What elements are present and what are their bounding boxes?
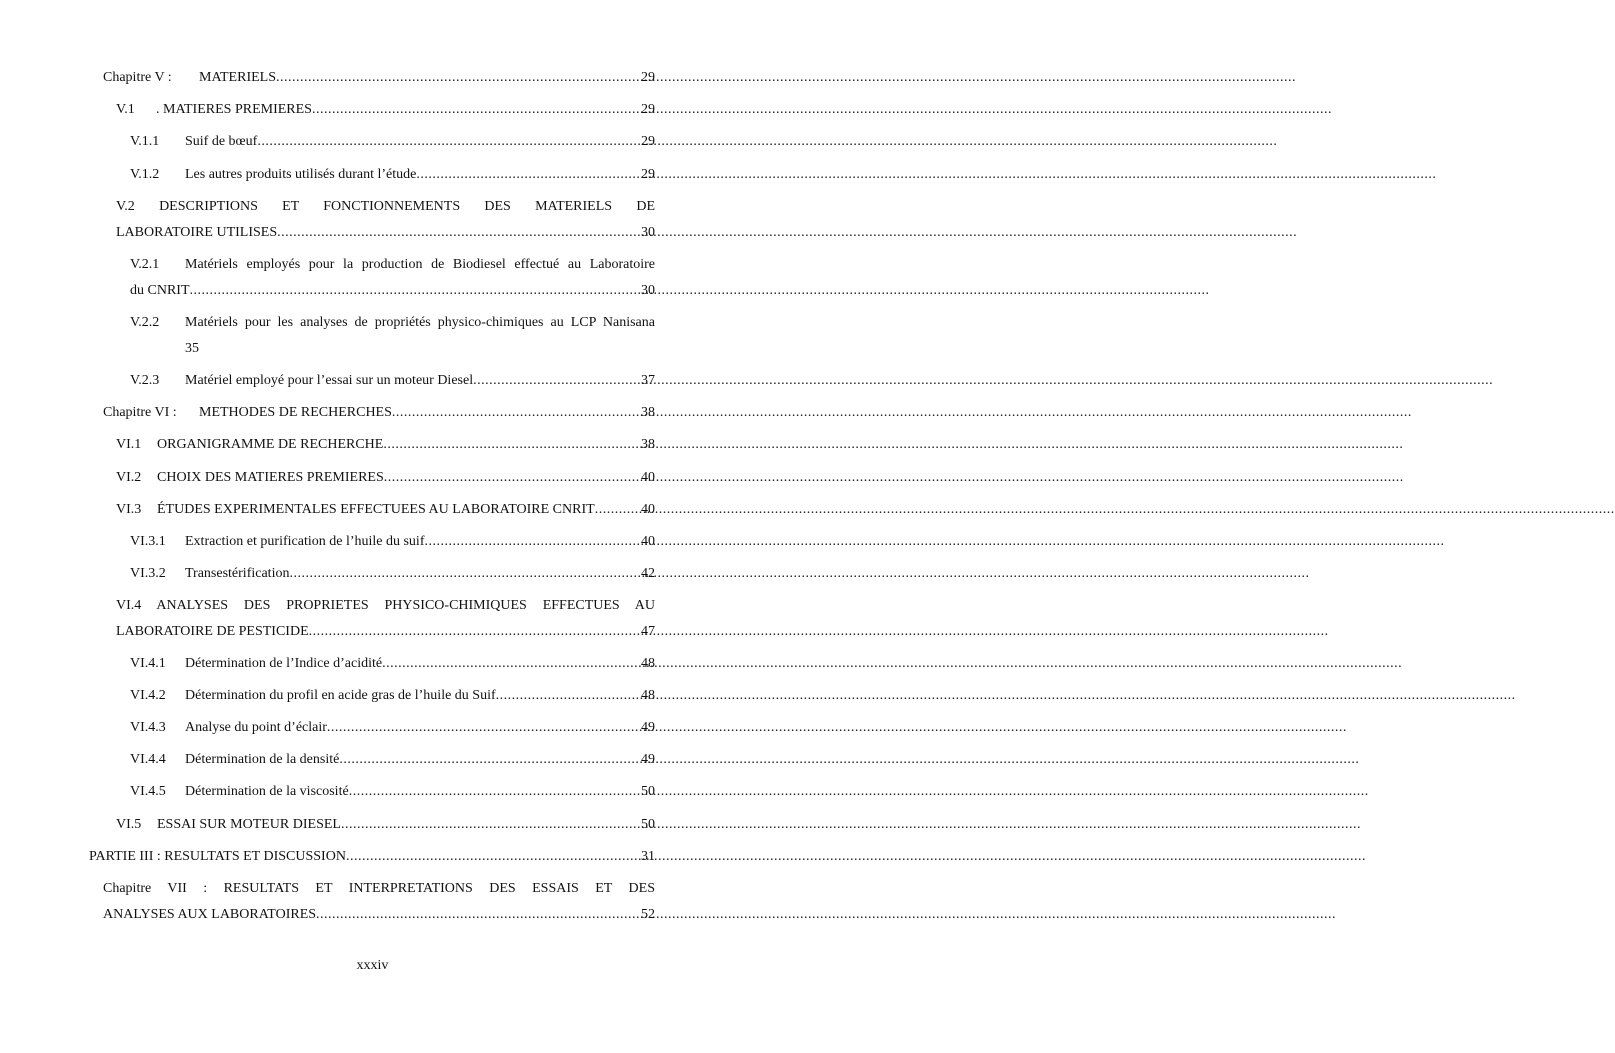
toc-leader xyxy=(384,465,640,491)
toc-page-number: 49 xyxy=(641,752,655,767)
toc-title: ESSAI SUR MOTEUR DIESEL xyxy=(157,817,341,832)
toc-number: Chapitre V : xyxy=(103,70,172,85)
toc-entry-v2-1[interactable] xyxy=(130,252,655,304)
toc-leader xyxy=(276,65,640,91)
toc-entry-partie-iii[interactable] xyxy=(89,844,655,870)
toc-page-number: 37 xyxy=(641,373,655,388)
toc-title-line: Matériels employés pour la production de Biodiesel effectué au Laboratoire xyxy=(185,257,655,272)
toc-page-number: 30 xyxy=(641,283,655,298)
toc-leader xyxy=(496,683,640,709)
toc-title-line: Chapitre VII : RESULTATS ET INTERPRETATIONS DES ESSAIS ET DES xyxy=(103,881,655,896)
toc-title: CHOIX DES MATIERES PREMIERES xyxy=(157,470,384,485)
toc-leader xyxy=(383,432,640,458)
toc-leader xyxy=(346,844,640,870)
toc-entry-chapitre-v[interactable] xyxy=(103,65,655,91)
toc-number: V.1.1 xyxy=(130,134,160,149)
toc-leader xyxy=(341,812,640,838)
toc-page-number: 29 xyxy=(641,102,655,117)
toc-title: Matériel employé pour l’essai sur un moteur Diesel xyxy=(185,373,474,388)
toc-entry-vi4-2[interactable] xyxy=(130,683,655,709)
toc-title: du CNRIT xyxy=(130,283,190,298)
toc-leader xyxy=(289,561,640,587)
toc-entry-vi3-1[interactable] xyxy=(130,529,655,555)
toc-number: VI.3.1 xyxy=(130,534,166,549)
toc-entry-vi2[interactable] xyxy=(116,465,655,491)
toc-title: ÉTUDES EXPERIMENTALES EFFECTUEES AU LABORATOIRE CNRIT xyxy=(157,502,595,517)
toc-page-number: 50 xyxy=(641,784,655,799)
toc-page xyxy=(0,0,745,1053)
toc-title: LABORATOIRE DE PESTICIDE xyxy=(116,624,309,639)
toc-number: VI.1 xyxy=(116,437,142,452)
toc-number: VI.4.4 xyxy=(130,752,166,767)
toc-title: Détermination de l’Indice d’acidité xyxy=(185,656,383,671)
toc-number: VI.3 xyxy=(116,502,142,517)
toc-leader xyxy=(277,220,640,246)
toc-entry-vi1[interactable] xyxy=(116,432,655,458)
toc-title: . MATIERES PREMIERES xyxy=(156,102,312,117)
toc-page-number: 29 xyxy=(641,167,655,182)
toc-leader xyxy=(424,529,640,555)
toc-number: Chapitre VI : xyxy=(103,405,177,420)
toc-title: PARTIE III : RESULTATS ET DISCUSSION xyxy=(89,849,346,864)
toc-number: VI.4.2 xyxy=(130,688,166,703)
toc-page-number: 35 xyxy=(185,341,199,356)
toc-entry-v2-2[interactable] xyxy=(130,310,655,362)
toc-leader xyxy=(595,497,640,523)
toc-leader xyxy=(392,400,640,426)
toc-leader xyxy=(327,715,640,741)
toc-entry-v1-2[interactable] xyxy=(130,162,655,188)
toc-entry-v2[interactable] xyxy=(116,194,655,246)
toc-page-number: 48 xyxy=(641,688,655,703)
toc-title: Détermination de la viscosité xyxy=(185,784,349,799)
toc-leader xyxy=(473,368,640,394)
toc-title: MATERIELS xyxy=(199,70,276,85)
toc-title: Détermination du profil en acide gras de l’huile du Suif xyxy=(185,688,496,703)
toc-title: Suif de bœuf xyxy=(185,134,258,149)
toc-entry-vi4-5[interactable] xyxy=(130,779,655,805)
toc-page-number: 29 xyxy=(641,70,655,85)
toc-page-number: 38 xyxy=(641,405,655,420)
toc-number: V.1.2 xyxy=(130,167,160,182)
toc-number: V.1 xyxy=(116,102,135,117)
toc-entry-vi4-4[interactable] xyxy=(130,747,655,773)
toc-leader xyxy=(257,129,640,155)
toc-page-number: 52 xyxy=(641,907,655,922)
toc-title-line: Matériels pour les analyses de propriétés physico-chimiques au LCP Nanisana xyxy=(185,315,655,330)
toc-entry-vi5[interactable] xyxy=(116,812,655,838)
toc-page-number: 29 xyxy=(641,134,655,149)
toc-number: V.2.3 xyxy=(130,373,160,388)
toc-leader xyxy=(309,619,640,645)
toc-number: VI.5 xyxy=(116,817,142,832)
toc-entry-chapitre-vii[interactable] xyxy=(103,876,655,928)
toc-number: V.2.1 xyxy=(130,257,160,272)
toc-number: VI.4.5 xyxy=(130,784,166,799)
toc-page-number: 49 xyxy=(641,720,655,735)
toc-title: ANALYSES AUX LABORATOIRES xyxy=(103,907,317,922)
toc-page-number: 31 xyxy=(641,849,655,864)
toc-title-line: VI.4 ANALYSES DES PROPRIETES PHYSICO-CHIMIQUES EFFECTUES AU xyxy=(116,598,655,613)
toc-leader xyxy=(339,747,640,773)
toc-leader xyxy=(416,162,640,188)
toc-page-number: 40 xyxy=(641,470,655,485)
toc-entry-vi4-1[interactable] xyxy=(130,651,655,677)
toc-page-number: 30 xyxy=(641,225,655,240)
toc-leader xyxy=(316,902,640,928)
toc-leader xyxy=(312,97,640,123)
toc-title: ORGANIGRAMME DE RECHERCHE xyxy=(157,437,384,452)
toc-leader xyxy=(382,651,640,677)
toc-title: Analyse du point d’éclair xyxy=(185,720,327,735)
toc-number: V.2.2 xyxy=(130,315,160,330)
toc-title: Transestérification xyxy=(185,566,290,581)
toc-page-number: 42 xyxy=(641,566,655,581)
toc-entry-vi3[interactable] xyxy=(116,497,655,523)
toc-entry-vi4[interactable] xyxy=(116,593,655,645)
toc-page-number: 47 xyxy=(641,624,655,639)
toc-title-line: V.2 DESCRIPTIONS ET FONCTIONNEMENTS DES MATERIELS DE xyxy=(116,199,655,214)
toc-page-number: 40 xyxy=(641,534,655,549)
toc-title: Extraction et purification de l’huile du suif xyxy=(185,534,425,549)
toc-number: VI.4.3 xyxy=(130,720,166,735)
toc-entry-v1-1[interactable] xyxy=(130,129,655,155)
toc-number: VI.3.2 xyxy=(130,566,166,581)
toc-title: Les autres produits utilisés durant l’étude xyxy=(185,167,417,182)
toc-page-number: 40 xyxy=(641,502,655,517)
toc-leader xyxy=(349,779,640,805)
toc-entry-v2-3[interactable] xyxy=(130,368,655,394)
toc-number: VI.4.1 xyxy=(130,656,166,671)
page-number-footer: xxxiv xyxy=(356,958,389,973)
toc-title: Détermination de la densité xyxy=(185,752,340,767)
toc-number: VI.2 xyxy=(116,470,142,485)
toc-entry-chapitre-vi[interactable] xyxy=(103,400,655,426)
toc-title: LABORATOIRE UTILISES xyxy=(116,225,278,240)
toc-title: METHODES DE RECHERCHES xyxy=(199,405,392,420)
toc-page-number: 38 xyxy=(641,437,655,452)
toc-entry-v1[interactable] xyxy=(116,97,655,123)
toc-entry-vi3-2[interactable] xyxy=(130,561,655,587)
toc-leader xyxy=(190,278,641,304)
toc-entry-vi4-3[interactable] xyxy=(130,715,655,741)
toc-page-number: 48 xyxy=(641,656,655,671)
toc-page-number: 50 xyxy=(641,817,655,832)
